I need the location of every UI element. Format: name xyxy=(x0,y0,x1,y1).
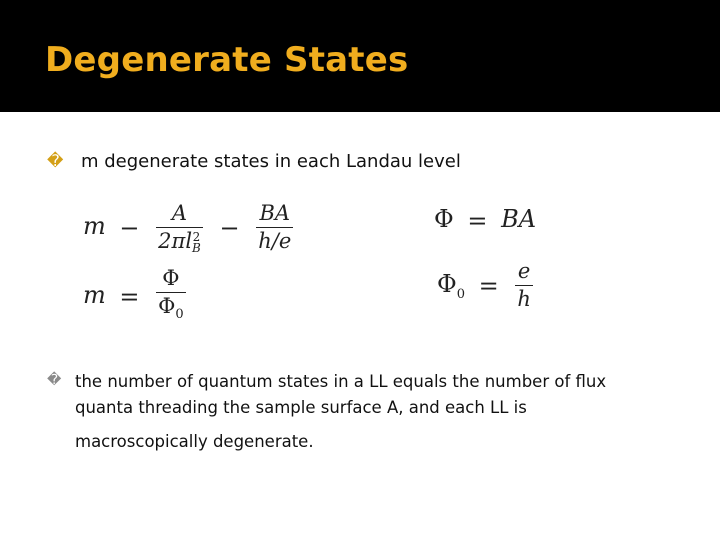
bullet-text-2 xyxy=(75,369,675,455)
eq1-lhs: m xyxy=(83,212,106,240)
eq4-lhs-main: Φ xyxy=(437,270,457,298)
eq2-fraction xyxy=(156,265,186,328)
eq4-lhs-sub: 0 xyxy=(456,286,465,302)
eq1-f1-sub: B xyxy=(192,240,201,255)
eq4-numerator: e xyxy=(515,258,533,286)
eq1-f1-numerator: A xyxy=(156,200,203,228)
eq3-op: = xyxy=(467,206,488,235)
eq2-denominator xyxy=(156,293,186,328)
bullet-icon: � xyxy=(47,372,62,388)
eq1-f1-sup: 2 xyxy=(192,229,201,244)
eq1-fraction-1 xyxy=(156,200,203,255)
bullet-icon: � xyxy=(47,151,64,170)
eq1-f1-den-main: 2πl xyxy=(158,229,193,253)
bullet-2-line-3: macroscopically degenerate. xyxy=(75,432,314,451)
eq2-den-sub: 0 xyxy=(175,307,184,323)
eq1-op1: − xyxy=(119,213,140,242)
eq4-denominator: h xyxy=(517,287,531,311)
eq1-f2-numerator: BA xyxy=(256,200,293,228)
equation-m-flux-ratio xyxy=(83,265,189,328)
equation-flux xyxy=(434,205,536,235)
eq3-rhs: BA xyxy=(501,205,537,233)
eq1-f2-denominator: h/e xyxy=(258,229,292,253)
eq4-op: = xyxy=(478,271,499,300)
eq4-fraction xyxy=(515,258,533,313)
bullet-2-line-1: the number of quantum states in a LL equals the number of flux xyxy=(75,372,607,391)
eq1-f1-denominator xyxy=(156,228,203,255)
eq1-op2: − xyxy=(219,213,240,242)
eq4-lhs xyxy=(437,270,465,302)
eq1-fraction-2 xyxy=(256,200,293,255)
eq2-lhs: m xyxy=(83,281,106,310)
bullet-text-1: m degenerate states in each Landau level xyxy=(81,151,461,172)
slide-title: Degenerate States xyxy=(45,40,409,80)
eq3-lhs: Φ xyxy=(434,205,454,233)
eq1-f1-supsub xyxy=(192,229,201,255)
eq2-den-main: Φ xyxy=(158,294,176,318)
bullet-2-line-2: quanta threading the sample surface A, and each LL is xyxy=(75,398,527,417)
eq2-op: = xyxy=(119,282,140,311)
eq2-numerator: Φ xyxy=(156,265,186,293)
equation-flux-quantum xyxy=(437,258,536,313)
equation-m-degeneracy xyxy=(83,200,296,255)
